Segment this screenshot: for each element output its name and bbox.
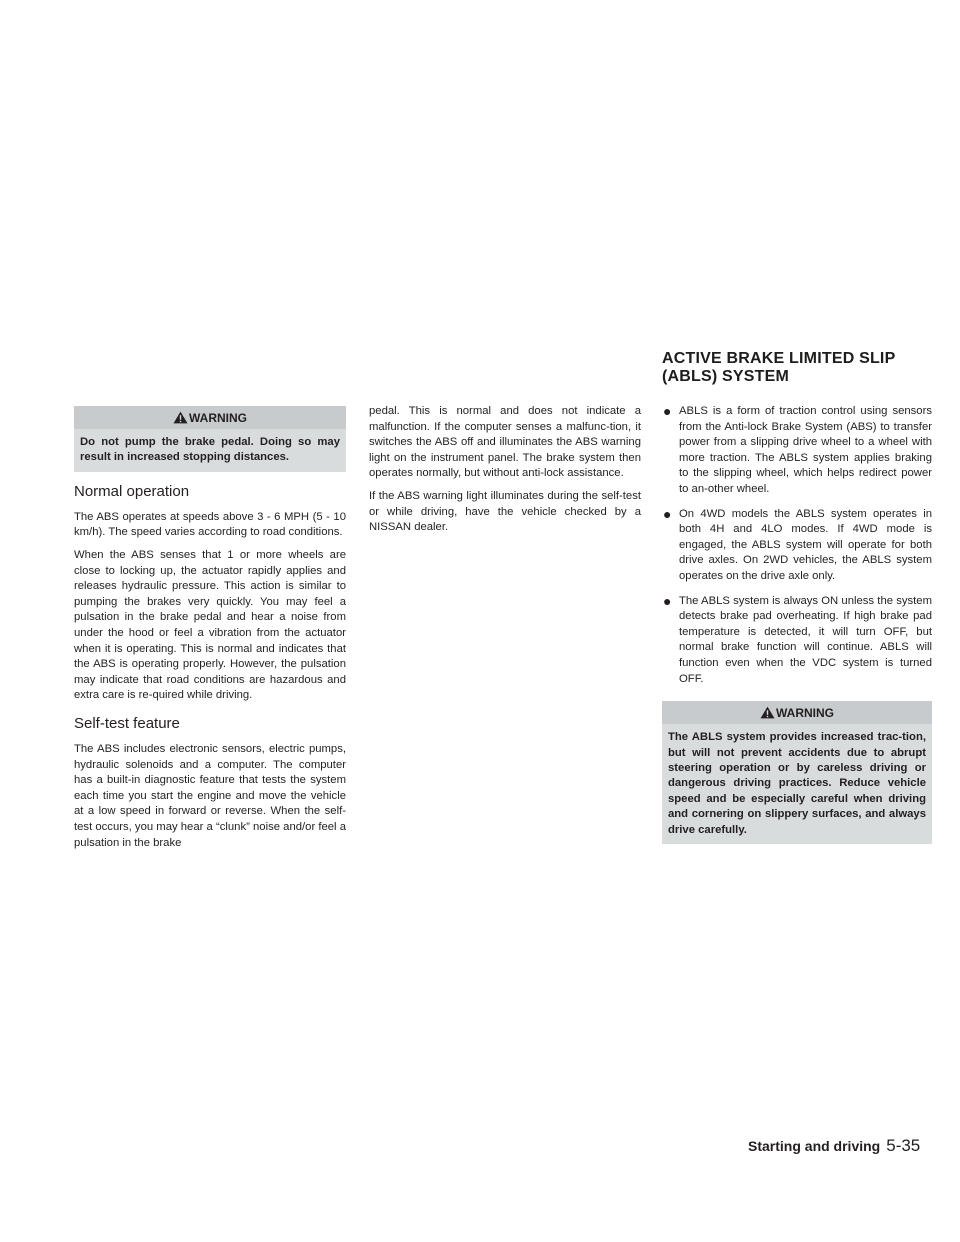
column-2	[369, 404, 641, 543]
list-item-text: On 4WD models the ABLS system operates in both 4H and 4LO modes. If 4WD mode is engaged, the ABLS system will operate for both drive axles. On 2WD vehicles, the ABLS system operates on the drive axle only.	[679, 507, 932, 582]
normal-operation-heading: Normal operation	[74, 482, 190, 500]
warning-box	[74, 406, 346, 472]
warning-triangle-icon	[760, 706, 775, 719]
paragraph: The ABS includes electronic sensors, electric pumps, hydraulic solenoids and a computer. The computer has a built-in diagnostic feature that tests the system each time you start the engine and move the vehicle at a low speed in forward or reverse. When the self-test occurs, you may hear a “clunk” noise and/or feel a pulsation in the brake	[74, 742, 346, 849]
list-item	[662, 507, 932, 585]
warning-header	[74, 406, 346, 429]
bullet-list	[662, 404, 932, 687]
footer-section-label: Starting and driving	[748, 1138, 881, 1154]
list-item	[662, 404, 932, 498]
bullet-icon: ●	[663, 505, 672, 522]
paragraph: pedal. This is normal and does not indicate a malfunction. If the computer senses a malfunc-tion, it switches the ABS off and illuminates the ABS warning light on the instrument panel. The brake system then operates normally, but without anti-lock assistance.	[369, 405, 641, 480]
list-item	[662, 594, 932, 688]
warning-label: WARNING	[776, 706, 834, 721]
bullet-icon: ●	[663, 403, 672, 419]
warning-text: Do not pump the brake pedal. Doing so may result in increased stopping distances.	[80, 436, 340, 464]
warning-label: WARNING	[189, 411, 247, 425]
self-test-heading: Self-test feature	[74, 714, 180, 732]
warning-header	[662, 701, 932, 724]
list-item-text: The ABLS system is always ON unless the system detects brake pad overheating. If high brake pad temperature is detected, it will turn OFF, but normal brake function will continue. ABLS will function even when the VDC system is turned OFF.	[679, 594, 932, 685]
warning-text: The ABLS system provides increased trac-tion, but will not prevent accidents due to abrupt steering operation or by careless driving or dangerous driving practices. Reduce vehicle speed and be especially careful when driving and cornering on slippery surfaces, and always drive carefully.	[668, 731, 926, 836]
column-3	[662, 404, 932, 852]
column-1	[74, 406, 346, 858]
paragraph: When the ABS senses that 1 or more wheels are close to locking up, the actuator rapidly applies and releases hydraulic pressure. This action is similar to pumping the brakes very quickly. You may feel a pulsation in the brake pedal and hear a noise from under the hood or feel a vibration from the actuator when it is operating. This is normal and indicates that the ABS is operating properly. However, the pulsation may indicate that road conditions are hazardous and extra care is re-quired while driving.	[74, 549, 346, 702]
warning-triangle-icon	[173, 411, 188, 424]
paragraph: The ABS operates at speeds above 3 - 6 MPH (5 - 10 km/h). The speed varies according to road conditions.	[74, 510, 346, 539]
warning-box	[662, 701, 932, 844]
page-footer	[748, 1136, 948, 1156]
page-number: 5-35	[886, 1136, 921, 1155]
list-item-text: ABLS is a form of traction control using sensors from the Anti-lock Brake System (ABS) to transfer power from a slipping drive wheel to a wheel with more traction. The ABLS system applies braking to the slipping wheel, which helps redirect power to an-other wheel.	[679, 405, 932, 495]
bullet-icon: ●	[663, 592, 672, 609]
paragraph: If the ABS warning light illuminates during the self-test or while driving, have the vehicle checked by a NISSAN dealer.	[369, 489, 641, 534]
section-heading: ACTIVE BRAKE LIMITED SLIP (ABLS) SYSTEM	[662, 350, 896, 385]
